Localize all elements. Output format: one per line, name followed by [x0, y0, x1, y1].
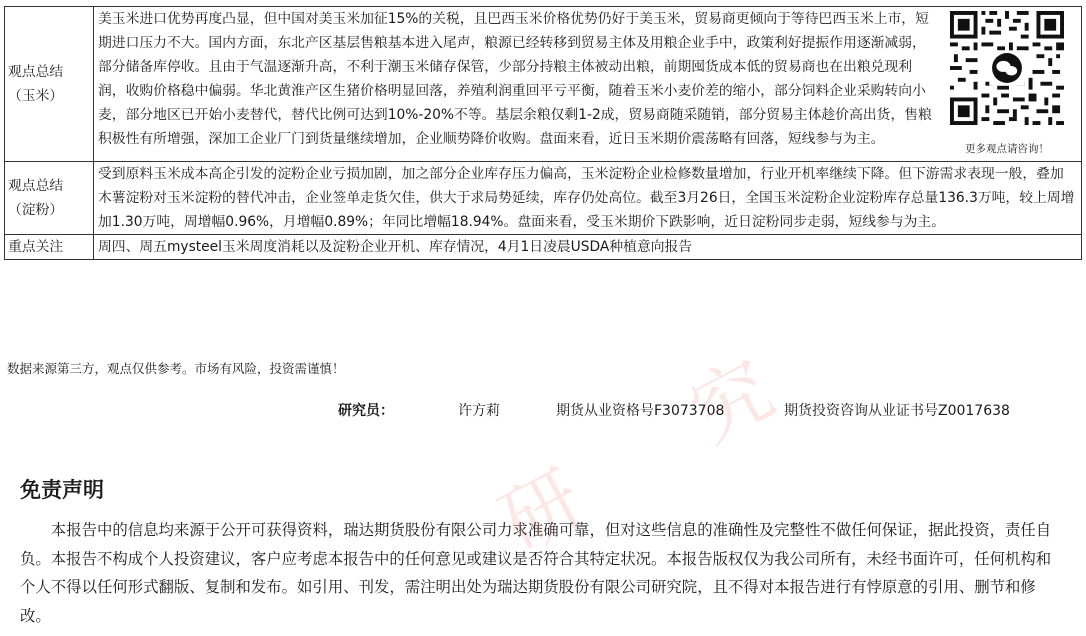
watermark-char: 究 — [676, 344, 788, 461]
table-row-starch — [5, 162, 1082, 235]
table-row-focus — [5, 235, 1082, 260]
watermark-char: 研 — [486, 454, 598, 571]
researcher-name: 许方莉 — [458, 403, 500, 419]
source-note: 数据来源第三方，观点仅供参考。市场有风险，投资需谨慎！ — [7, 361, 345, 376]
disclaimer-body: 本报告中的信息均来源于公开可获得资料，瑞达期货股份有限公司力求准确可靠，但对这些信息的准确性及完整性不做任何保证，据此投资，责任自负。本报告不构成个人投资建议，客户应考虑本报告中的任何意见或建议是否符合其特定状况。本报告版权仅为我公司所有，未经书面许可，任何机构和个人不得以任何形式翻版、复制和发布。如引用、刊发，需注明出处为瑞达期货股份有限公司研究院，且不得对本报告进行有悖原意的引用、删节和修改。 — [20, 521, 1052, 625]
disclaimer-title: 免责声明 — [20, 478, 104, 502]
row-label-corn-summary: 观点总结（玉米） — [5, 7, 94, 162]
qr-block — [933, 7, 1081, 161]
row-label-key-focus: 重点关注 — [5, 235, 94, 260]
futures-license: 期货从业资格号F3073708 — [556, 403, 725, 419]
starch-summary-text: 受到原料玉米成本高企引发的淀粉企业亏损加剧，加之部分企业库存压力偏高，玉米淀粉企业检修数量增加，行业开机率继续下降。但下游需求表现一般，叠加木薯淀粉对玉米淀粉的替代冲击，企业签单走货欠佳，供大于求局势延续，库存仍处高位。截至3月26日，全国玉米淀粉企业淀粉库存总量136.3万吨，较上周增加1.30万吨，周增幅0.96%，月增幅0.89%；年同比增幅18.94%。盘面来看，受玉米期价下跌影响，近日淀粉同步走弱，短线参与为主。 — [94, 162, 1082, 235]
qr-code-icon[interactable] — [950, 11, 1064, 125]
researcher-info — [338, 400, 1010, 420]
qr-caption: 更多观点请咨询！ — [965, 143, 1049, 155]
table-row-corn — [5, 7, 1082, 162]
view-summary-table — [4, 6, 1082, 260]
key-focus-text: 周四、周五mysteel玉米周度消耗以及淀粉企业开机、库存情况，4月1日凌晨USDA种植意向报告 — [94, 235, 1082, 260]
row-label-starch-summary: 观点总结（淀粉） — [5, 162, 94, 235]
corn-summary-text: 美玉米进口优势再度凸显，但中国对美玉米加征15%的关税，且巴西玉米价格优势仍好于美玉米，贸易商更倾向于等待巴西玉米上市，短期进口压力不大。国内方面，东北产区基层售粮基本进入尾声，粮源已经转移到贸易主体及用粮企业手中，政策利好提振作用逐渐减弱，部分储备库停收。且由于气温逐渐升高，不利于潮玉米储存保管，少部分持粮主体被动出粮，前期囤货成本低的贸易商也在出粮兑现利润，收购价格稳中偏弱。华北黄淮产区生猪价格明显回落，养殖利润重回平亏平衡，随着玉米小麦价差的缩小，部分饲料企业采购转向小麦，部分地区已开始小麦替代，替代比例可达到10%-20%不等。基层余粮仅剩1-2成，贸易商随采随销，部分贸易主体趁价高出货，售粮积极性有所增强，深加工企业厂门到货量继续增加，企业顺势降价收购。盘面来看，近日玉米期价震荡略有回落，短线参与为主。 — [98, 11, 932, 147]
researcher-label: 研究员： — [338, 403, 394, 419]
consult-license: 期货投资咨询从业证书号Z0017638 — [784, 403, 1010, 419]
